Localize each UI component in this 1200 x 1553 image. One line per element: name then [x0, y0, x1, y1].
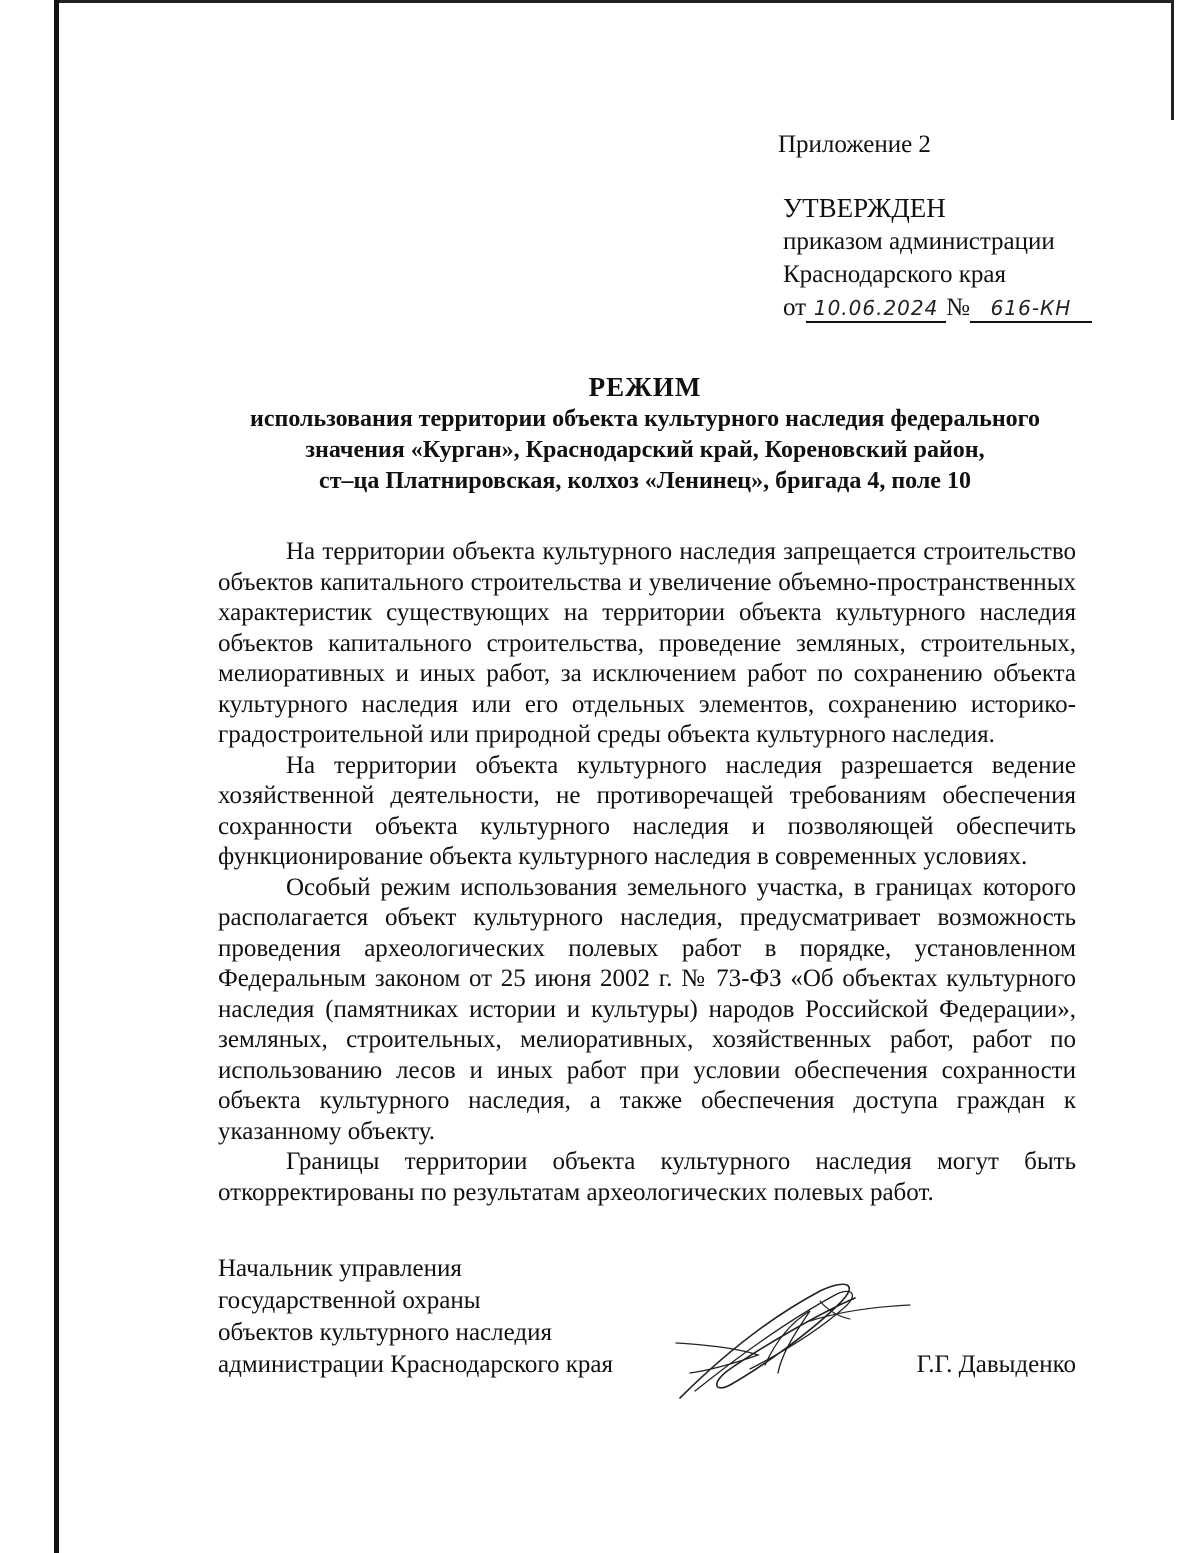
order-number-handwritten: 616-КН — [990, 296, 1072, 320]
document-title — [150, 370, 1140, 497]
scan-border-right — [1171, 0, 1174, 120]
title-sub-line-1: использования территории объекта культурного наследия федерального — [250, 406, 1040, 432]
title-main: РЕЖИМ — [588, 372, 702, 402]
order-reference-line — [783, 291, 1092, 324]
signatory-position-line-3: объектов культурного наследия — [218, 1319, 552, 1346]
scan-border-top — [54, 0, 1174, 3]
body-paragraph-4: Границы территории объекта культурного наследия могут быть откорректированы по результатам археологических полевых работ. — [218, 1148, 1076, 1206]
approved-by-line-2: Краснодарского края — [783, 261, 1006, 288]
signatory-position-line-4: администрации Краснодарского края — [218, 1351, 614, 1378]
title-sub-line-2: значения «Курган», Краснодарский край, Кореновский район, — [305, 437, 985, 463]
title-sub-line-3: ст–ца Платнировская, колхоз «Ленинец», бригада 4, поле 10 — [319, 468, 971, 494]
order-date-field — [806, 295, 946, 323]
document-body — [218, 537, 1076, 1208]
number-label: № — [946, 294, 970, 321]
handwritten-signature-icon — [670, 1273, 932, 1403]
body-paragraph-2: На территории объекта культурного наследия разрешается ведение хозяйственной деятельности, не противоречащей требованиям обеспечения сохранности объекта культурного наследия и позволяющей обеспечить функционирование объекта культурного наследия в современных условиях. — [218, 751, 1076, 870]
annex-label: Приложение 2 — [778, 131, 931, 158]
scan-border-left — [54, 0, 59, 1553]
approved-word: УТВЕРЖДЕН — [783, 193, 946, 223]
signatory-position — [218, 1253, 613, 1381]
order-date-handwritten: 10.06.2024 — [813, 296, 939, 320]
body-paragraph-3: Особый режим использования земельного участка, в границах которого располагается объект культурного наследия, предусматривает возможность проведения археологических полевых работ в порядке, установленном Федеральным законом от 25 июня 2002 г. № 73-ФЗ «Об объектах культурного наследия (памятниках истории и культуры) народов Российской Федерации», земляных, строительных, мелиоративных, хозяйственных работ, работ по использованию лесов и иных работ при условии обеспечения сохранности объекта культурного наследия, а также обеспечения доступа граждан к указанному объекту. — [218, 873, 1076, 1145]
from-label: от — [783, 294, 807, 321]
approved-by-line-1: приказом администрации — [783, 228, 1055, 255]
body-paragraph-1: На территории объекта культурного наследия запрещается строительство объектов капитального строительства и увеличение объемно-пространственных характеристик существующих на территории объекта культурного наследия объектов капитального строительства, проведение земляных, строительных, мелиоративных и иных работ, за исключением работ по сохранению объекта культурного наследия или его отдельных элементов, сохранению историко-градостроительной или природной среды объекта культурного наследия. — [218, 538, 1076, 748]
approval-stamp-block — [783, 192, 1092, 324]
signatory-position-line-2: государственной охраны — [218, 1287, 481, 1314]
order-number-field — [970, 295, 1092, 323]
signatory-position-line-1: Начальник управления — [218, 1255, 462, 1282]
signatory-name: Г.Г. Давыденко — [916, 1351, 1076, 1378]
signature-block — [218, 1253, 1078, 1413]
